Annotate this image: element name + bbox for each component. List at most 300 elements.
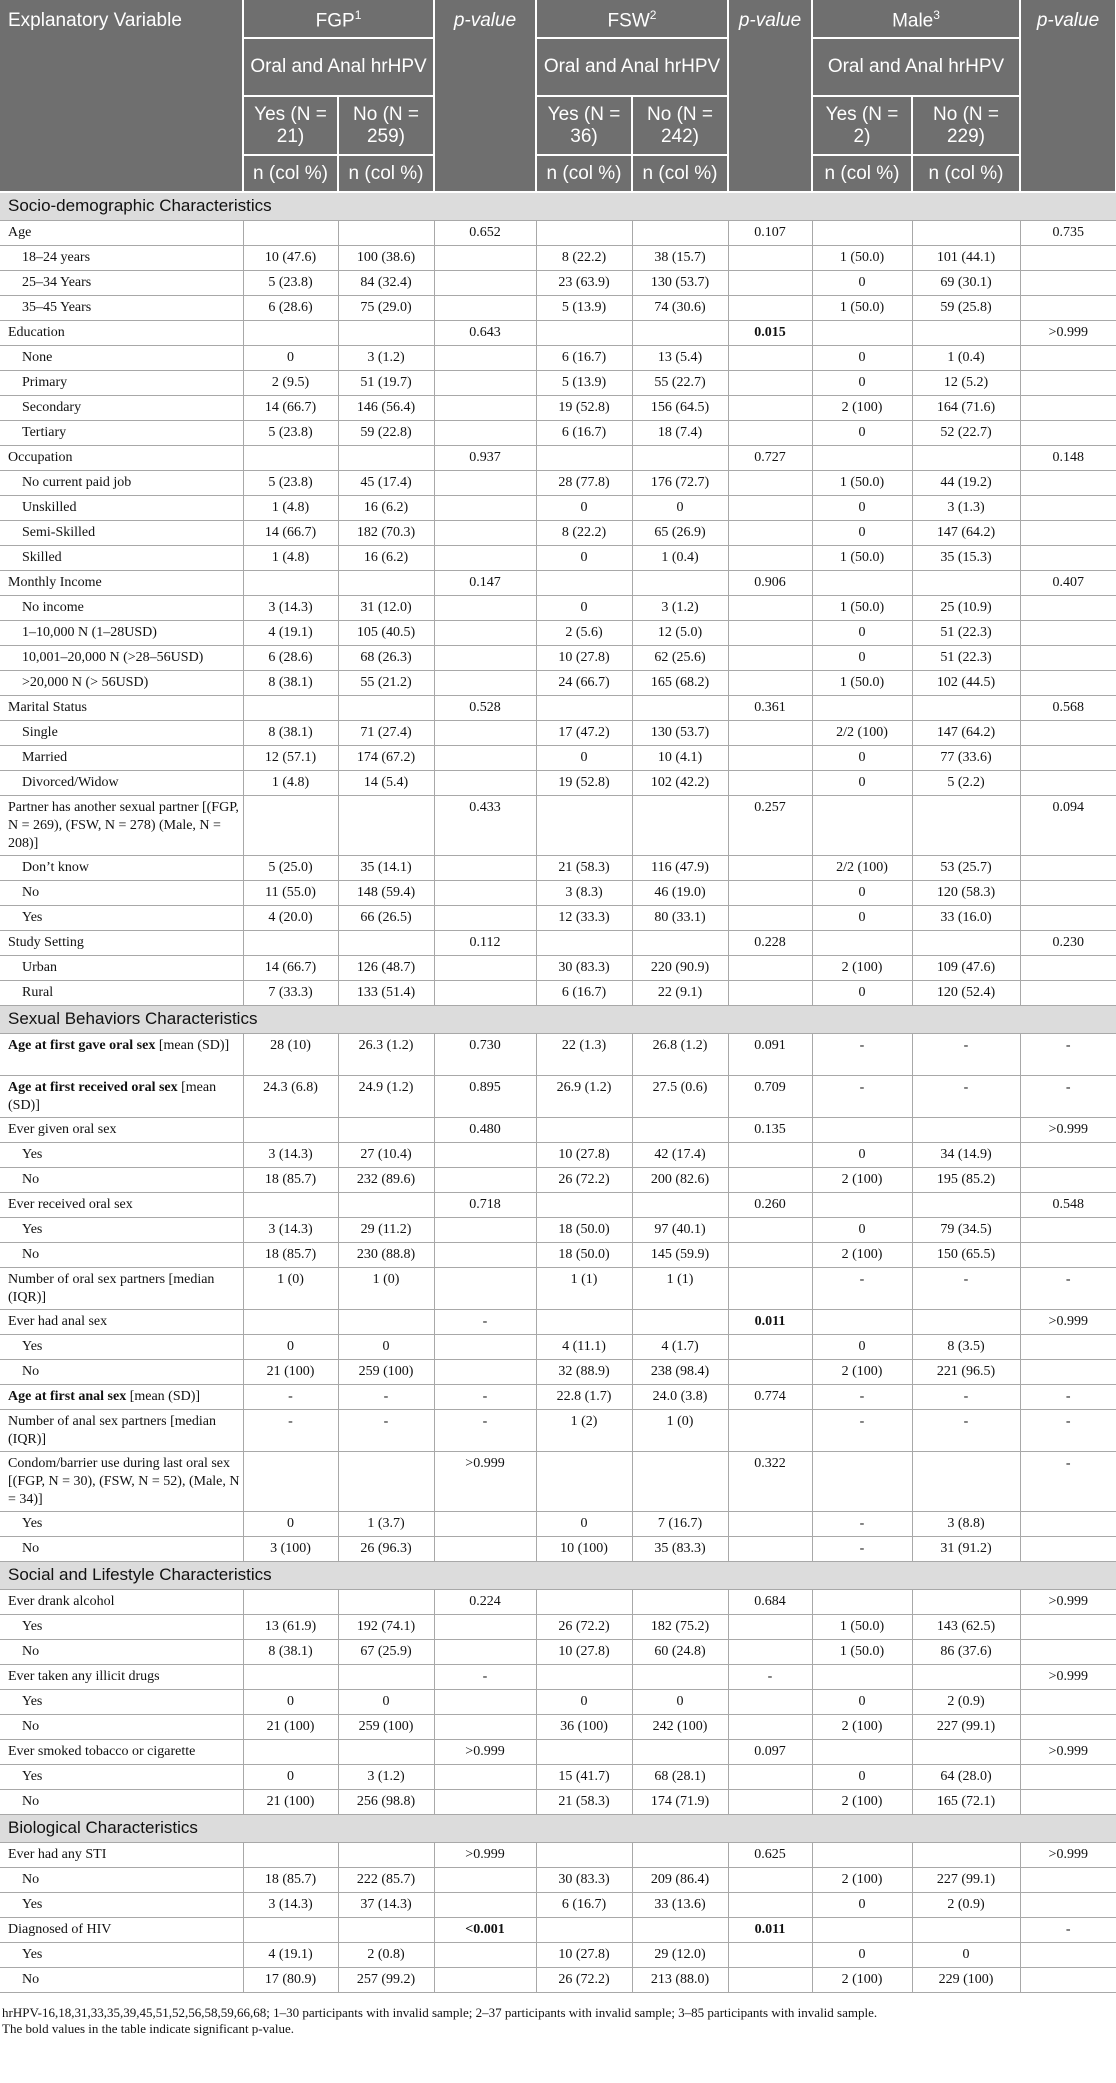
fsw-yes-cell <box>536 1842 632 1867</box>
male-yes-cell <box>812 1917 912 1942</box>
fgp-yes-cell: 2 (9.5) <box>243 370 338 395</box>
fgp-no-cell: 100 (38.6) <box>338 245 434 270</box>
fsw-pvalue-cell <box>728 370 812 395</box>
fsw-no-cell: 176 (72.7) <box>632 470 728 495</box>
row-label: Yes <box>0 905 243 930</box>
fsw-yes-cell: 26.9 (1.2) <box>536 1075 632 1117</box>
category-row <box>0 470 1116 495</box>
category-row <box>0 905 1116 930</box>
fgp-pvalue-cell <box>434 855 536 880</box>
fsw-pvalue-cell <box>728 1242 812 1267</box>
fgp-pvalue-cell <box>434 495 536 520</box>
fgp-yes-cell: 14 (66.7) <box>243 395 338 420</box>
fgp-yes-cell: 7 (33.3) <box>243 980 338 1005</box>
male-pvalue-cell <box>1020 1639 1116 1664</box>
fsw-no-cell <box>632 220 728 245</box>
fsw-pvalue-cell: 0.774 <box>728 1384 812 1409</box>
category-row <box>0 270 1116 295</box>
row-label: No <box>0 1967 243 1992</box>
fgp-pvalue-cell <box>434 645 536 670</box>
fgp-no-cell: 26.3 (1.2) <box>338 1033 434 1075</box>
fsw-no-ncol-header: n (col %) <box>632 155 728 192</box>
male-yes-cell <box>812 930 912 955</box>
variable-row <box>0 795 1116 855</box>
fgp-no-cell: 256 (98.8) <box>338 1789 434 1814</box>
fgp-no-cell: 14 (5.4) <box>338 770 434 795</box>
male-pvalue-cell: - <box>1020 1384 1116 1409</box>
fgp-pvalue-cell <box>434 770 536 795</box>
fsw-no-cell <box>632 1309 728 1334</box>
fsw-pvalue-cell: 0.228 <box>728 930 812 955</box>
row-label: No <box>0 1359 243 1384</box>
male-pvalue-cell <box>1020 395 1116 420</box>
fsw-yes-cell: 21 (58.3) <box>536 855 632 880</box>
fgp-pvalue-cell <box>434 1789 536 1814</box>
male-pvalue-cell <box>1020 1359 1116 1384</box>
male-no-cell: 51 (22.3) <box>912 620 1020 645</box>
fgp-yes-cell <box>243 1451 338 1511</box>
row-label: Ever taken any illicit drugs <box>0 1664 243 1689</box>
male-pvalue-cell <box>1020 1867 1116 1892</box>
fgp-pvalue-cell: 0.224 <box>434 1589 536 1614</box>
fgp-yes-ncol-header: n (col %) <box>243 155 338 192</box>
fsw-yes-cell: 21 (58.3) <box>536 1789 632 1814</box>
fgp-yes-cell <box>243 1192 338 1217</box>
fsw-no-cell: 80 (33.1) <box>632 905 728 930</box>
fsw-yes-cell <box>536 930 632 955</box>
fsw-yes-cell: 19 (52.8) <box>536 395 632 420</box>
fsw-pvalue-cell <box>728 1714 812 1739</box>
row-label: Yes <box>0 1892 243 1917</box>
fgp-yes-cell <box>243 1842 338 1867</box>
fgp-yes-cell: 18 (85.7) <box>243 1867 338 1892</box>
fsw-yes-cell: 0 <box>536 595 632 620</box>
fgp-pvalue-cell: - <box>434 1309 536 1334</box>
fsw-yes-cell: 19 (52.8) <box>536 770 632 795</box>
fgp-pvalue-cell: - <box>434 1409 536 1451</box>
row-label: No <box>0 1639 243 1664</box>
fgp-pvalue-cell: 0.730 <box>434 1033 536 1075</box>
fsw-yes-cell: 10 (27.8) <box>536 1639 632 1664</box>
male-pvalue-cell: >0.999 <box>1020 1117 1116 1142</box>
fsw-yes-cell: 18 (50.0) <box>536 1242 632 1267</box>
fsw-no-cell: 4 (1.7) <box>632 1334 728 1359</box>
fgp-no-cell <box>338 930 434 955</box>
fsw-pvalue-cell <box>728 295 812 320</box>
fsw-pvalue-cell <box>728 1867 812 1892</box>
category-row <box>0 1614 1116 1639</box>
variable-row <box>0 320 1116 345</box>
fgp-yes-cell: 0 <box>243 345 338 370</box>
fsw-yes-cell: 1 (2) <box>536 1409 632 1451</box>
fsw-yes-cell: 12 (33.3) <box>536 905 632 930</box>
male-pvalue-cell: 0.094 <box>1020 795 1116 855</box>
variable-row <box>0 695 1116 720</box>
fsw-yes-cell <box>536 795 632 855</box>
fsw-pvalue-cell: 0.135 <box>728 1117 812 1142</box>
section-title: Socio-demographic Characteristics <box>0 192 1116 220</box>
male-no-cell: 120 (58.3) <box>912 880 1020 905</box>
male-no-cell: 102 (44.5) <box>912 670 1020 695</box>
category-row <box>0 1639 1116 1664</box>
category-row <box>0 420 1116 445</box>
row-label-bold: Age at first gave oral sex <box>8 1037 156 1053</box>
male-no-cell <box>912 1589 1020 1614</box>
male-pvalue-cell <box>1020 1614 1116 1639</box>
male-no-cell <box>912 445 1020 470</box>
row-label: Ever smoked tobacco or cigarette <box>0 1739 243 1764</box>
male-no-cell: 227 (99.1) <box>912 1867 1020 1892</box>
fsw-no-cell: 29 (12.0) <box>632 1942 728 1967</box>
fsw-yes-cell <box>536 220 632 245</box>
fsw-no-cell: 102 (42.2) <box>632 770 728 795</box>
male-no-cell: 101 (44.1) <box>912 245 1020 270</box>
fgp-yes-cell: 21 (100) <box>243 1789 338 1814</box>
fsw-no-cell: 10 (4.1) <box>632 745 728 770</box>
male-pvalue-cell <box>1020 1217 1116 1242</box>
row-label: Tertiary <box>0 420 243 445</box>
male-yes-cell: 0 <box>812 1334 912 1359</box>
fsw-pvalue-cell <box>728 395 812 420</box>
fsw-no-cell: 0 <box>632 1689 728 1714</box>
fsw-yes-cell: 10 (100) <box>536 1536 632 1561</box>
fgp-no-cell: 126 (48.7) <box>338 955 434 980</box>
row-label: Yes <box>0 1689 243 1714</box>
fgp-yes-cell: 5 (23.8) <box>243 270 338 295</box>
male-no-cell: 31 (91.2) <box>912 1536 1020 1561</box>
fgp-pvalue-cell <box>434 245 536 270</box>
fgp-yes-cell: 10 (47.6) <box>243 245 338 270</box>
row-label: Single <box>0 720 243 745</box>
row-label: Divorced/Widow <box>0 770 243 795</box>
fgp-pvalue-cell: - <box>434 1664 536 1689</box>
fsw-no-cell: 3 (1.2) <box>632 595 728 620</box>
male-yes-cell: 2 (100) <box>812 1242 912 1267</box>
male-yes-header: Yes (N = 2) <box>812 96 912 155</box>
fgp-no-cell: 16 (6.2) <box>338 545 434 570</box>
fgp-pvalue-cell: 0.112 <box>434 930 536 955</box>
fgp-pvalue-cell: - <box>434 1384 536 1409</box>
fgp-pvalue-cell <box>434 1614 536 1639</box>
fsw-no-cell <box>632 1664 728 1689</box>
fgp-no-cell: 0 <box>338 1334 434 1359</box>
fsw-pvalue-cell <box>728 670 812 695</box>
fsw-pvalue-cell <box>728 645 812 670</box>
fgp-yes-cell <box>243 1309 338 1334</box>
fgp-pvalue-cell <box>434 1217 536 1242</box>
fsw-pvalue-cell: 0.091 <box>728 1033 812 1075</box>
fgp-yes-cell: 21 (100) <box>243 1359 338 1384</box>
row-label: Ever had anal sex <box>0 1309 243 1334</box>
male-yes-cell: 0 <box>812 495 912 520</box>
fsw-yes-cell: 10 (27.8) <box>536 645 632 670</box>
fgp-no-cell: - <box>338 1409 434 1451</box>
male-no-cell: 120 (52.4) <box>912 980 1020 1005</box>
male-no-cell: 1 (0.4) <box>912 345 1020 370</box>
fgp-pvalue-cell <box>434 720 536 745</box>
fgp-no-cell: 16 (6.2) <box>338 495 434 520</box>
category-row <box>0 670 1116 695</box>
fsw-no-cell <box>632 1589 728 1614</box>
fgp-yes-cell: 4 (20.0) <box>243 905 338 930</box>
male-pvalue-cell: 0.568 <box>1020 695 1116 720</box>
male-pvalue-cell: - <box>1020 1267 1116 1309</box>
male-pvalue-cell: >0.999 <box>1020 1664 1116 1689</box>
fsw-pvalue-cell: - <box>728 1664 812 1689</box>
fgp-yes-cell: 3 (14.3) <box>243 1142 338 1167</box>
footnote-line-1: hrHPV-16,18,31,33,35,39,45,51,52,56,58,59,66,68; 1–30 participants with invalid sample; 2–37 participants with invalid sample; 3–85 participants with invalid sample. <box>2 2004 878 2020</box>
fgp-no-cell <box>338 1664 434 1689</box>
fgp-yes-cell <box>243 1589 338 1614</box>
male-no-cell <box>912 1842 1020 1867</box>
category-row <box>0 720 1116 745</box>
fsw-pvalue-cell <box>728 1689 812 1714</box>
row-label: Yes <box>0 1942 243 1967</box>
fgp-yes-cell <box>243 930 338 955</box>
variable-row <box>0 570 1116 595</box>
male-pvalue-cell: >0.999 <box>1020 1589 1116 1614</box>
fsw-yes-cell <box>536 570 632 595</box>
fsw-pvalue-cell: 0.727 <box>728 445 812 470</box>
explanatory-variable-header: Explanatory Variable <box>0 0 243 192</box>
fgp-yes-cell: - <box>243 1409 338 1451</box>
fgp-yes-cell <box>243 795 338 855</box>
male-pvalue-cell <box>1020 1142 1116 1167</box>
male-yes-cell: 1 (50.0) <box>812 245 912 270</box>
male-no-cell: 79 (34.5) <box>912 1217 1020 1242</box>
fsw-no-cell: 220 (90.9) <box>632 955 728 980</box>
male-no-cell: 12 (5.2) <box>912 370 1020 395</box>
fsw-pvalue-cell <box>728 470 812 495</box>
male-pvalue-cell <box>1020 1967 1116 1992</box>
section-row <box>0 192 1116 220</box>
fsw-pvalue-cell: 0.011 <box>728 1917 812 1942</box>
fsw-pvalue-cell <box>728 1217 812 1242</box>
category-row <box>0 1867 1116 1892</box>
male-yes-cell: 1 (50.0) <box>812 1614 912 1639</box>
male-no-cell: 35 (15.3) <box>912 545 1020 570</box>
row-label: Unskilled <box>0 495 243 520</box>
fsw-yes-cell <box>536 1117 632 1142</box>
fgp-no-cell: 259 (100) <box>338 1359 434 1384</box>
fgp-yes-cell: 6 (28.6) <box>243 645 338 670</box>
fsw-no-cell: 60 (24.8) <box>632 1639 728 1664</box>
male-no-cell <box>912 1117 1020 1142</box>
male-pvalue-cell <box>1020 470 1116 495</box>
category-row <box>0 770 1116 795</box>
fgp-yes-cell: 14 (66.7) <box>243 955 338 980</box>
fsw-no-cell: 242 (100) <box>632 1714 728 1739</box>
male-yes-cell: - <box>812 1511 912 1536</box>
fsw-no-cell <box>632 320 728 345</box>
fgp-no-cell <box>338 1842 434 1867</box>
fsw-no-cell: 26.8 (1.2) <box>632 1033 728 1075</box>
fgp-no-cell: 232 (89.6) <box>338 1167 434 1192</box>
male-pvalue-cell <box>1020 1942 1116 1967</box>
fsw-no-cell: 74 (30.6) <box>632 295 728 320</box>
male-no-cell: 8 (3.5) <box>912 1334 1020 1359</box>
male-pvalue-cell <box>1020 1764 1116 1789</box>
row-label: Diagnosed of HIV <box>0 1917 243 1942</box>
fgp-yes-cell <box>243 1917 338 1942</box>
fsw-yes-cell: 22.8 (1.7) <box>536 1384 632 1409</box>
fgp-no-cell: 55 (21.2) <box>338 670 434 695</box>
fgp-yes-cell: 11 (55.0) <box>243 880 338 905</box>
table-body <box>0 192 1116 1992</box>
male-yes-cell: - <box>812 1033 912 1075</box>
row-label: No <box>0 1536 243 1561</box>
male-yes-cell <box>812 1739 912 1764</box>
male-yes-cell: - <box>812 1267 912 1309</box>
fgp-subheader: Oral and Anal hrHPV <box>243 38 434 96</box>
fgp-no-cell: 3 (1.2) <box>338 1764 434 1789</box>
male-subheader: Oral and Anal hrHPV <box>812 38 1020 96</box>
male-pvalue-cell: >0.999 <box>1020 1739 1116 1764</box>
male-pvalue-cell: 0.148 <box>1020 445 1116 470</box>
fgp-pvalue-cell: 0.480 <box>434 1117 536 1142</box>
row-label: Ever had any STI <box>0 1842 243 1867</box>
fgp-no-cell <box>338 570 434 595</box>
row-label: 35–45 Years <box>0 295 243 320</box>
fsw-pvalue-cell: 0.260 <box>728 1192 812 1217</box>
fsw-pvalue-cell: 0.684 <box>728 1589 812 1614</box>
fgp-pvalue-cell <box>434 1334 536 1359</box>
fsw-pvalue-cell: 0.015 <box>728 320 812 345</box>
fgp-yes-cell: 3 (100) <box>243 1536 338 1561</box>
male-yes-cell: 0 <box>812 1942 912 1967</box>
fsw-yes-cell: 0 <box>536 1511 632 1536</box>
row-label: Monthly Income <box>0 570 243 595</box>
male-no-cell: - <box>912 1384 1020 1409</box>
fgp-yes-cell: 1 (4.8) <box>243 545 338 570</box>
row-label: Ever received oral sex <box>0 1192 243 1217</box>
fsw-pvalue-cell <box>728 1511 812 1536</box>
fsw-no-cell: 200 (82.6) <box>632 1167 728 1192</box>
male-yes-cell: 2 (100) <box>812 1167 912 1192</box>
variable-row <box>0 1267 1116 1309</box>
male-pvalue-cell: 0.407 <box>1020 570 1116 595</box>
category-row <box>0 1217 1116 1242</box>
fsw-pvalue-cell <box>728 420 812 445</box>
male-yes-cell: 2/2 (100) <box>812 720 912 745</box>
male-yes-cell: 2/2 (100) <box>812 855 912 880</box>
category-row <box>0 1764 1116 1789</box>
fsw-yes-cell: 6 (16.7) <box>536 345 632 370</box>
fgp-pvalue-cell <box>434 980 536 1005</box>
male-no-cell: 221 (96.5) <box>912 1359 1020 1384</box>
male-no-cell: - <box>912 1033 1020 1075</box>
male-no-cell: - <box>912 1075 1020 1117</box>
fgp-no-cell: 51 (19.7) <box>338 370 434 395</box>
category-row <box>0 955 1116 980</box>
fsw-no-cell <box>632 695 728 720</box>
male-yes-cell: 2 (100) <box>812 955 912 980</box>
category-row <box>0 1536 1116 1561</box>
fsw-yes-cell: 5 (13.9) <box>536 295 632 320</box>
fgp-pvalue-cell: >0.999 <box>434 1451 536 1511</box>
male-pvalue-cell <box>1020 905 1116 930</box>
fgp-no-cell <box>338 320 434 345</box>
fsw-yes-cell: 18 (50.0) <box>536 1217 632 1242</box>
male-no-cell: 2 (0.9) <box>912 1892 1020 1917</box>
fgp-no-cell: 24.9 (1.2) <box>338 1075 434 1117</box>
fsw-pvalue-cell <box>728 1764 812 1789</box>
male-yes-cell <box>812 1192 912 1217</box>
male-yes-cell: 0 <box>812 345 912 370</box>
fgp-pvalue-cell: >0.999 <box>434 1739 536 1764</box>
fgp-no-cell: 67 (25.9) <box>338 1639 434 1664</box>
fsw-no-cell: 22 (9.1) <box>632 980 728 1005</box>
fsw-yes-cell: 6 (16.7) <box>536 980 632 1005</box>
fsw-pvalue-cell <box>728 270 812 295</box>
fsw-no-cell: 174 (71.9) <box>632 1789 728 1814</box>
category-row <box>0 295 1116 320</box>
fgp-no-cell: 71 (27.4) <box>338 720 434 745</box>
fgp-pvalue-cell <box>434 370 536 395</box>
fgp-no-cell: 133 (51.4) <box>338 980 434 1005</box>
row-label: Yes <box>0 1764 243 1789</box>
fgp-yes-cell: 12 (57.1) <box>243 745 338 770</box>
fgp-pvalue-cell <box>434 1242 536 1267</box>
section-title: Biological Characteristics <box>0 1814 1116 1842</box>
fsw-yes-cell <box>536 1451 632 1511</box>
row-label: No <box>0 1242 243 1267</box>
male-yes-cell <box>812 320 912 345</box>
fgp-pvalue-cell <box>434 1639 536 1664</box>
variable-row <box>0 1309 1116 1334</box>
fsw-no-cell: 238 (98.4) <box>632 1359 728 1384</box>
fsw-yes-cell: 17 (47.2) <box>536 720 632 745</box>
fsw-pvalue-cell <box>728 1789 812 1814</box>
male-no-cell: 109 (47.6) <box>912 955 1020 980</box>
row-label: No <box>0 1714 243 1739</box>
male-yes-cell: 2 (100) <box>812 1867 912 1892</box>
fgp-no-cell: 26 (96.3) <box>338 1536 434 1561</box>
fgp-yes-cell <box>243 695 338 720</box>
fsw-no-cell: 33 (13.6) <box>632 1892 728 1917</box>
male-pvalue-cell: - <box>1020 1917 1116 1942</box>
male-no-cell: 3 (1.3) <box>912 495 1020 520</box>
fgp-yes-cell: 8 (38.1) <box>243 1639 338 1664</box>
fsw-yes-cell: 6 (16.7) <box>536 1892 632 1917</box>
male-no-cell: 3 (8.8) <box>912 1511 1020 1536</box>
fgp-pvalue-cell <box>434 1714 536 1739</box>
variable-row <box>0 1451 1116 1511</box>
fsw-yes-cell: 36 (100) <box>536 1714 632 1739</box>
row-label: Condom/barrier use during last oral sex [(FGP, N = 30), (FSW, N = 52), (Male, N = 34)] <box>0 1451 243 1511</box>
male-no-cell: 143 (62.5) <box>912 1614 1020 1639</box>
fgp-no-cell <box>338 220 434 245</box>
fgp-pvalue-cell: 0.718 <box>434 1192 536 1217</box>
male-yes-cell <box>812 570 912 595</box>
category-row <box>0 855 1116 880</box>
male-yes-cell: 2 (100) <box>812 1714 912 1739</box>
fsw-subheader: Oral and Anal hrHPV <box>536 38 728 96</box>
fgp-pvalue-cell <box>434 620 536 645</box>
fsw-yes-cell <box>536 1589 632 1614</box>
row-label: No income <box>0 595 243 620</box>
fsw-no-cell: 27.5 (0.6) <box>632 1075 728 1117</box>
fsw-pvalue-cell <box>728 855 812 880</box>
fgp-yes-cell: 14 (66.7) <box>243 520 338 545</box>
fsw-pvalue-cell <box>728 1536 812 1561</box>
fsw-pvalue-cell <box>728 1167 812 1192</box>
male-yes-cell: 0 <box>812 1764 912 1789</box>
fgp-yes-cell: 5 (23.8) <box>243 470 338 495</box>
fsw-yes-cell: 28 (77.8) <box>536 470 632 495</box>
fgp-pvalue-cell <box>434 1167 536 1192</box>
fgp-pvalue-cell: 0.937 <box>434 445 536 470</box>
